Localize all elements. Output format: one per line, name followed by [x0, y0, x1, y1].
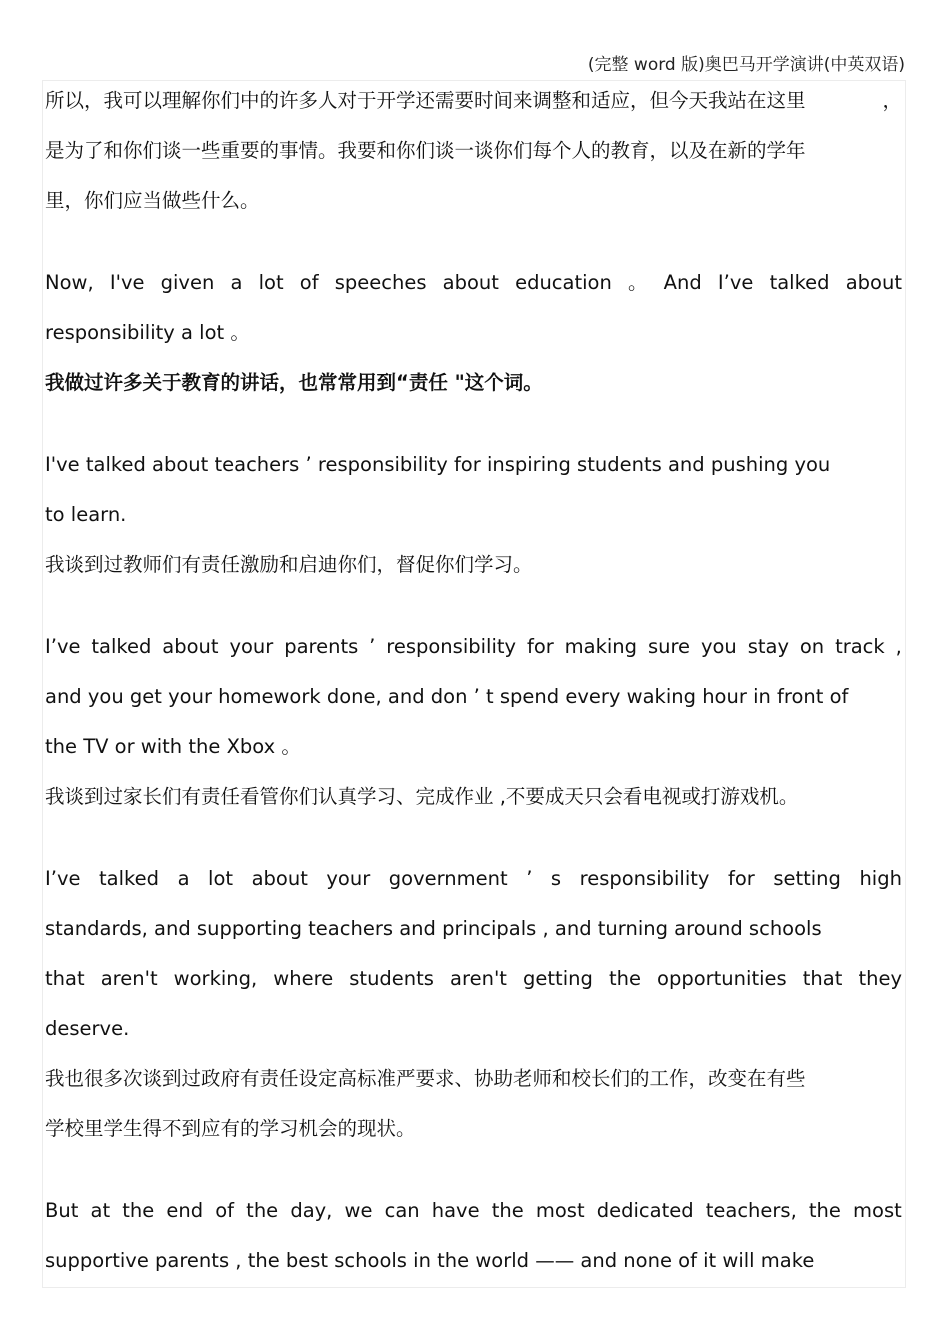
word: students: [349, 967, 434, 990]
word: day,: [290, 1199, 333, 1222]
word: lot: [258, 271, 284, 294]
word: stay: [747, 635, 789, 658]
word: talked: [769, 271, 830, 294]
word: 所以，我可以理解你们中的许多人对于开学还需要时间来调整和适应，但今天我站在这里: [45, 89, 806, 112]
word: aren't: [100, 967, 158, 990]
word: track: [835, 635, 885, 658]
word: government: [388, 867, 508, 890]
word: I’ve: [717, 271, 754, 294]
word: I’ve: [45, 867, 81, 890]
word: ,: [895, 635, 902, 658]
text-line: 我谈到过教师们有责任激励和启迪你们，督促你们学习。: [45, 553, 533, 576]
word: sure: [647, 635, 691, 658]
word: responsibility: [579, 867, 710, 890]
word: dedicated: [596, 1199, 694, 1222]
word: ’: [526, 867, 533, 890]
word: the: [808, 1199, 841, 1222]
word: given: [160, 271, 215, 294]
word: your: [229, 635, 274, 658]
word: about: [442, 271, 499, 294]
text-line: the TV or with the Xbox 。: [45, 735, 301, 758]
text-line: deserve.: [45, 1017, 130, 1040]
text-line: [45, 854, 902, 904]
word: I've: [109, 271, 145, 294]
word: that: [802, 967, 843, 990]
word: But: [45, 1199, 79, 1222]
word: can: [384, 1199, 420, 1222]
word: for: [526, 635, 554, 658]
text-line: [45, 258, 902, 308]
page-header-title: (完整 word 版)奥巴马开学演讲(中英双语): [587, 55, 905, 75]
word: opportunities: [657, 967, 787, 990]
text-line: 里，你们应当做些什么。: [45, 189, 260, 212]
word: the: [122, 1199, 155, 1222]
word: the: [246, 1199, 279, 1222]
word: 。: [628, 271, 648, 294]
word: working,: [173, 967, 258, 990]
text-line: 学校里学生得不到应有的学习机会的现状。: [45, 1117, 416, 1140]
word: ，: [882, 89, 902, 112]
text-line: responsibility a lot 。: [45, 321, 250, 344]
word: a: [230, 271, 243, 294]
word: of: [215, 1199, 235, 1222]
word: your: [326, 867, 371, 890]
word: parents: [284, 635, 359, 658]
word: talked: [91, 635, 152, 658]
word: aren't: [450, 967, 507, 990]
word: about: [845, 271, 902, 294]
word: you: [700, 635, 737, 658]
word: setting: [773, 867, 841, 890]
word: responsibility: [386, 635, 517, 658]
text-line: supportive parents , the best schools in the world —— and none of it will make: [45, 1249, 815, 1272]
word: making: [564, 635, 638, 658]
word: where: [273, 967, 334, 990]
word: most: [853, 1199, 902, 1222]
word: have: [431, 1199, 480, 1222]
text-line: I've talked about teachers ’ responsibility for inspiring students and pushing you: [45, 453, 831, 476]
word: education: [515, 271, 612, 294]
text-line: to learn.: [45, 503, 127, 526]
text-line: 是为了和你们谈一些重要的事情。我要和你们谈一谈你们每个人的教育，以及在新的学年: [45, 139, 806, 162]
word: we: [344, 1199, 373, 1222]
word: Now,: [45, 271, 94, 294]
word: getting: [523, 967, 593, 990]
word: high: [859, 867, 902, 890]
word: at: [90, 1199, 111, 1222]
word: most: [535, 1199, 585, 1222]
word: speeches: [334, 271, 427, 294]
word: about: [251, 867, 308, 890]
text-line: [45, 1186, 902, 1236]
word: for: [727, 867, 755, 890]
word: I’ve: [45, 635, 81, 658]
word: lot: [208, 867, 234, 890]
document-body: [45, 76, 902, 1286]
text-line: [45, 76, 902, 126]
word: on: [799, 635, 825, 658]
text-line: [45, 954, 902, 1004]
word: they: [858, 967, 902, 990]
text-line: 我谈到过家长们有责任看管你们认真学习、完成作业 ,不要成天只会看电视或打游戏机。: [45, 785, 799, 808]
word: the: [491, 1199, 524, 1222]
word: And: [663, 271, 702, 294]
word: end: [166, 1199, 204, 1222]
word: a: [177, 867, 190, 890]
word: talked: [99, 867, 160, 890]
word: teachers,: [705, 1199, 797, 1222]
word: the: [608, 967, 641, 990]
word: ’: [369, 635, 376, 658]
word: s: [550, 867, 562, 890]
text-line: 我也很多次谈到过政府有责任设定高标准严要求、协助老师和校长们的工作，改变在有些: [45, 1067, 806, 1090]
text-line: standards, and supporting teachers and principals , and turning around schools: [45, 917, 822, 940]
word: of: [299, 271, 319, 294]
text-line: and you get your homework done, and don ’ t spend every waking hour in front of: [45, 685, 849, 708]
text-line-bold: 我做过许多关于教育的讲话，也常常用到“责任 "这个词。: [45, 371, 543, 394]
text-line: [45, 622, 902, 672]
word: that: [45, 967, 85, 990]
word: about: [162, 635, 219, 658]
